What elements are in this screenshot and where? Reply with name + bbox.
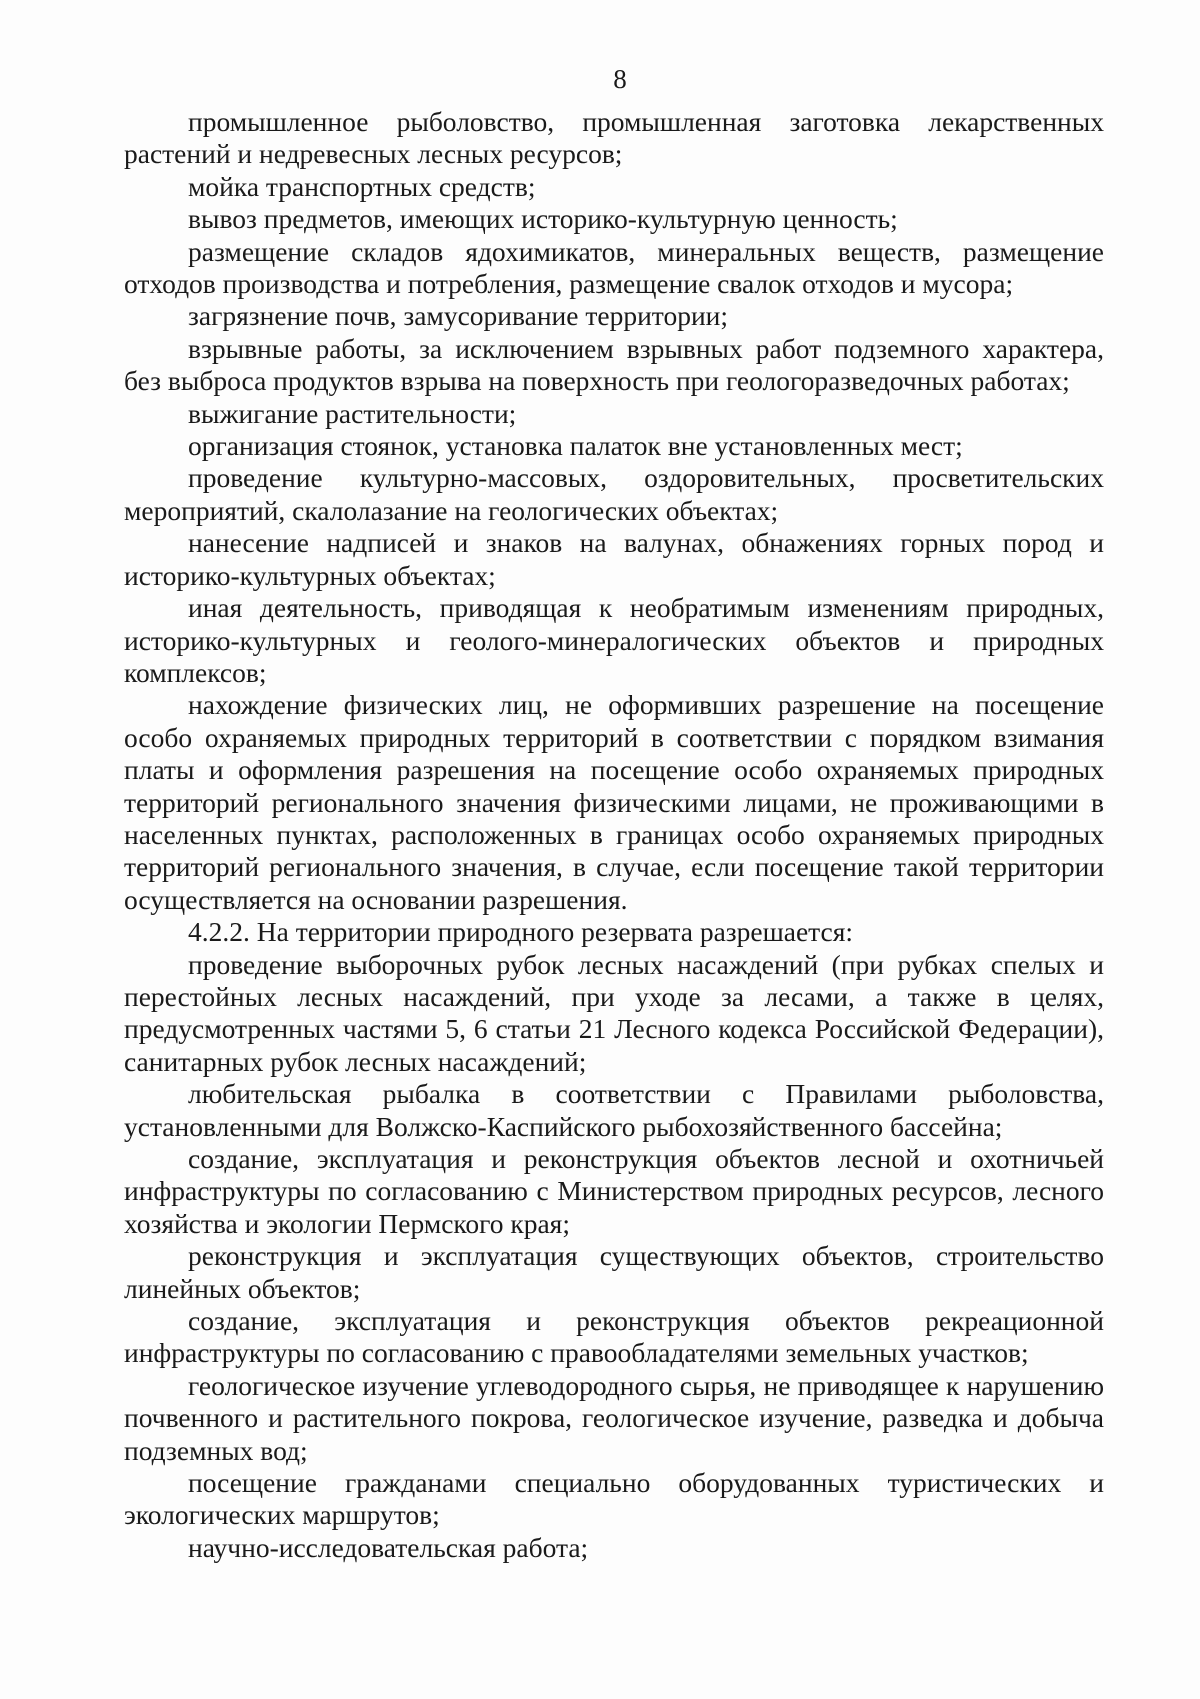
paragraph: загрязнение почв, замусоривание территории; [188,300,729,332]
paragraph: промышленное рыболовство, промышленная заготовка лекарственных растений и недревесных лесных ресурсов; [124,106,1104,170]
paragraph: иная деятельность, приводящая к необратимым изменениям природных, историко-культурных и геолого-минералогических объектов и природных комплексов; [124,592,1104,688]
paragraph: нанесение надписей и знаков на валунах, обнажениях горных пород и историко-культурных объектах; [124,527,1104,591]
paragraph: взрывные работы, за исключением взрывных работ подземного характера, без выброса продуктов взрыва на поверхность при геологоразведочных работах; [124,332,1104,397]
page-number: 8 [613,64,627,94]
paragraph: создание, эксплуатация и реконструкция объектов рекреационной инфраструктуры по согласованию с правообладателями земельных участков; [124,1305,1104,1369]
paragraph: организация стоянок, установка палаток вне установленных мест; [188,430,963,462]
paragraph: геологическое изучение углеводородного сырья, не приводящее к нарушению почвенного и растительного покрова, геологическое изучение, разведка и добыча подземных вод; [124,1369,1104,1466]
paragraph: мойка транспортных средств; [188,170,536,202]
document-body [124,106,1104,1564]
paragraph: реконструкция и эксплуатация существующих объектов, строительство линейных объектов; [124,1240,1104,1304]
paragraph: размещение складов ядохимикатов, минеральных веществ, размещение отходов производства и потребления, размещение свалок отходов и мусора; [124,235,1104,300]
paragraph: вывоз предметов, имеющих историко-культурную ценность; [188,203,898,235]
paragraph: выжигание растительности; [188,397,517,429]
paragraph: любительская рыбалка в соответствии с Правилами рыболовства, установленными для Волжско-Каспийского рыбохозяйственного бассейна; [124,1078,1104,1142]
section-heading: 4.2.2. На территории природного резервата разрешается: [188,916,854,948]
paragraph: создание, эксплуатация и реконструкция объектов лесной и охотничьей инфраструктуры по согласованию с Министерством природных ресурсов, лесного хозяйства и экологии Пермского края; [124,1143,1104,1239]
paragraph: нахождение физических лиц, не оформивших разрешение на посещение особо охраняемых природных территорий в соответствии с порядком взимания платы и оформления разрешения на посещение особо охраняемых природных территорий регионального значения физическими лицами, не проживающими в населенных пунктах, расположенных в границах особо охраняемых природных территорий регионального значения, в случае, если посещение такой территории осуществляется на основании разрешения. [124,689,1104,915]
paragraph: научно-исследовательская работа; [188,1531,589,1563]
paragraph: проведение выборочных рубок лесных насаждений (при рубках спелых и перестойных лесных насаждений, при уходе за лесами, а также в целях, предусмотренных частями 5, 6 статьи 21 Лесного кодекса Российской Федерации), санитарных рубок лесных насаждений; [124,948,1104,1077]
paragraph: посещение гражданами специально оборудованных туристических и экологических маршрутов; [124,1467,1104,1531]
paragraph: проведение культурно-массовых, оздоровительных, просветительских мероприятий, скалолазание на геологических объектах; [124,462,1104,526]
